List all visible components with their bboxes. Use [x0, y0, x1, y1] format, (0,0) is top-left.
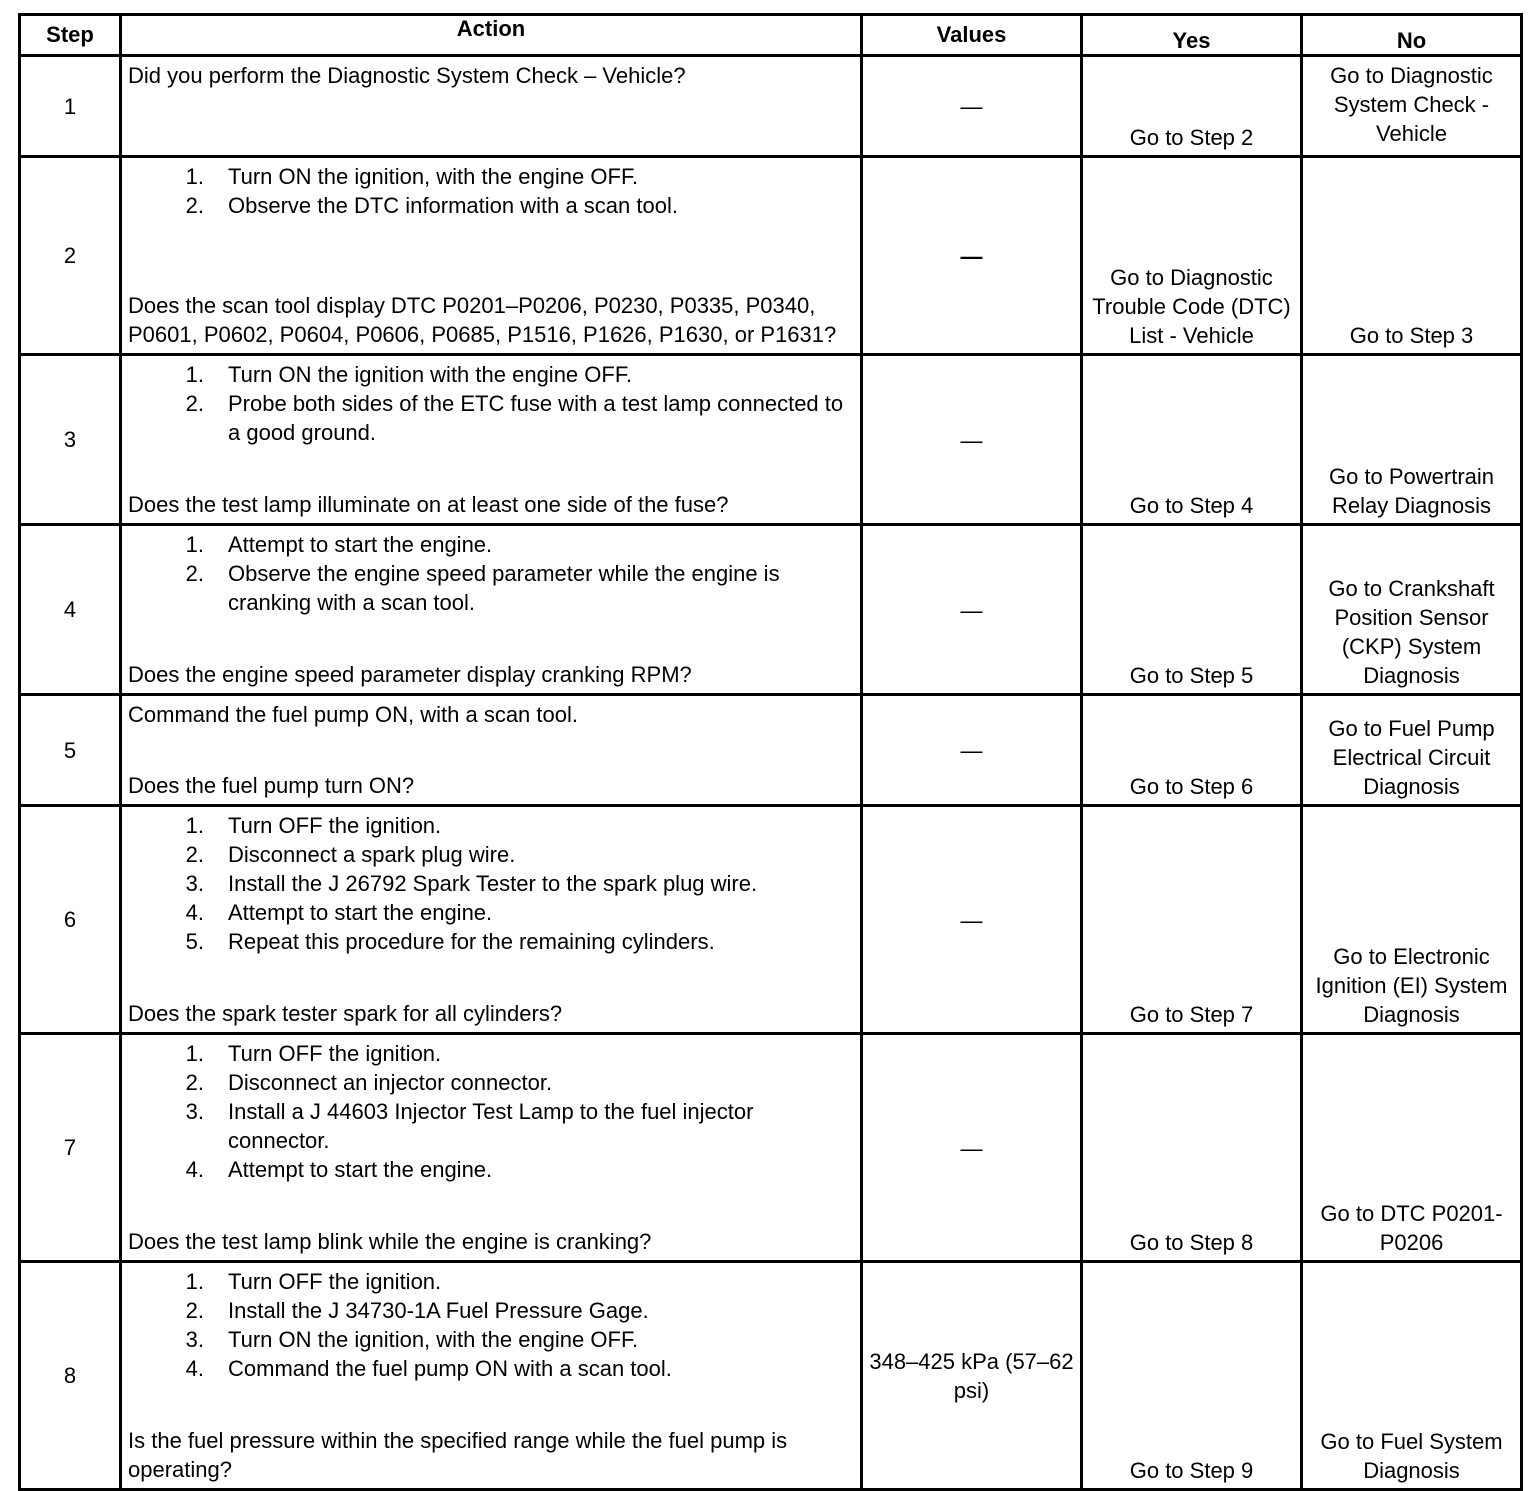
value-text: — — [960, 907, 983, 933]
list-item-number: 2. — [185, 842, 204, 867]
no-cell — [1302, 56, 1522, 157]
list-item — [128, 898, 854, 927]
list-item-number: 4. — [185, 1157, 204, 1182]
list-item-number: 4. — [185, 900, 204, 925]
list-item-text: Install the J 26792 Spark Tester to the spark plug wire. — [228, 871, 758, 896]
action-steps — [128, 1039, 854, 1184]
no-text: Go to DTC P0201-P0206 — [1320, 1201, 1503, 1255]
yes-text: Go to Step 8 — [1129, 1230, 1254, 1255]
header-step: Step — [20, 15, 121, 56]
value-cell — [862, 1034, 1082, 1262]
list-item — [128, 162, 854, 191]
yes-cell — [1082, 1034, 1302, 1262]
value-cell — [862, 695, 1082, 806]
action-question: Is the fuel pressure within the specified range while the fuel pump is operating? — [128, 1428, 788, 1482]
list-item-number: 2. — [185, 1298, 204, 1323]
step-number: 3 — [20, 355, 121, 525]
step-number: 1 — [20, 56, 121, 157]
list-item-text: Turn ON the ignition, with the engine OFF. — [228, 1327, 639, 1352]
table-row — [20, 695, 1522, 806]
list-item — [128, 559, 854, 617]
action-cell — [121, 355, 862, 525]
yes-cell — [1082, 157, 1302, 355]
list-item-number: 1. — [185, 164, 204, 189]
value-cell — [862, 56, 1082, 157]
table-row — [20, 355, 1522, 525]
action-steps — [128, 811, 854, 956]
no-text: Go to Step 3 — [1349, 323, 1474, 348]
action-question: Does the engine speed parameter display cranking RPM? — [128, 662, 692, 687]
list-item-number: 3. — [185, 871, 204, 896]
table-row — [20, 1034, 1522, 1262]
action-cell — [121, 1262, 862, 1490]
list-item-text: Attempt to start the engine. — [228, 532, 493, 557]
list-item-text: Attempt to start the engine. — [228, 1157, 493, 1182]
no-cell — [1302, 157, 1522, 355]
header-values: Values — [862, 15, 1082, 56]
value-text: — — [960, 94, 983, 119]
yes-text: Go to Step 5 — [1129, 663, 1254, 688]
table-row — [20, 157, 1522, 355]
yes-text: Go to Diagnostic Trouble Code (DTC) List - Vehicle — [1092, 265, 1291, 348]
no-text: Go to Powertrain Relay Diagnosis — [1328, 464, 1495, 518]
list-item-text: Turn ON the ignition with the engine OFF. — [228, 362, 632, 387]
list-item-text: Turn OFF the ignition. — [228, 1269, 442, 1294]
header-row — [20, 15, 1522, 56]
list-item-text: Attempt to start the engine. — [228, 900, 493, 925]
no-cell — [1302, 695, 1522, 806]
value-text: 348–425 kPa (57–62 psi) — [869, 1349, 1074, 1403]
diagnostic-table — [18, 13, 1523, 1491]
no-text: Go to Electronic Ignition (EI) System Diagnosis — [1315, 944, 1508, 1027]
list-item — [128, 1068, 854, 1097]
list-item-text: Command the fuel pump ON with a scan tool. — [228, 1356, 672, 1381]
step-number: 4 — [20, 525, 121, 695]
action-cell — [121, 525, 862, 695]
value-cell — [862, 157, 1082, 355]
list-item — [128, 1325, 854, 1354]
list-item — [128, 530, 854, 559]
step-number: 6 — [20, 806, 121, 1034]
yes-cell — [1082, 355, 1302, 525]
no-cell — [1302, 1034, 1522, 1262]
list-item-text: Turn ON the ignition, with the engine OFF. — [228, 164, 639, 189]
list-item — [128, 1267, 854, 1296]
header-yes: Yes — [1082, 15, 1302, 56]
action-steps — [128, 530, 854, 617]
value-cell — [862, 355, 1082, 525]
list-item-text: Install a J 44603 Injector Test Lamp to the fuel injector connector. — [228, 1099, 754, 1153]
no-text: Go to Diagnostic System Check - Vehicle — [1330, 63, 1493, 146]
list-item-number: 1. — [185, 1041, 204, 1066]
no-cell — [1302, 806, 1522, 1034]
list-item-number: 1. — [185, 1269, 204, 1294]
action-intro: Did you perform the Diagnostic System Check – Vehicle? — [128, 63, 686, 88]
list-item-number: 3. — [185, 1099, 204, 1124]
action-steps — [128, 1267, 854, 1383]
value-cell — [862, 1262, 1082, 1490]
list-item — [128, 1039, 854, 1068]
table-row — [20, 56, 1522, 157]
list-item-number: 2. — [185, 193, 204, 218]
table-row — [20, 525, 1522, 695]
action-cell — [121, 695, 862, 806]
value-text: — — [960, 738, 983, 763]
action-intro: Command the fuel pump ON, with a scan tool. — [128, 702, 578, 727]
list-item — [128, 927, 854, 956]
action-question: Does the spark tester spark for all cylinders? — [128, 1001, 563, 1026]
list-item-text: Disconnect an injector connector. — [228, 1070, 553, 1095]
no-text: Go to Fuel Pump Electrical Circuit Diagnosis — [1328, 716, 1495, 799]
list-item-number: 4. — [185, 1356, 204, 1381]
diagnostic-table-sheet — [18, 13, 1523, 1491]
value-text: — — [960, 1135, 983, 1161]
action-question: Does the test lamp illuminate on at least one side of the fuse? — [128, 492, 729, 517]
yes-cell — [1082, 806, 1302, 1034]
no-text: Go to Fuel System Diagnosis — [1320, 1429, 1503, 1483]
value-text: — — [960, 597, 983, 623]
list-item — [128, 1155, 854, 1184]
list-item-text: Observe the DTC information with a scan tool. — [228, 193, 678, 218]
list-item-text: Observe the engine speed parameter while the engine is cranking with a scan tool. — [228, 561, 780, 615]
action-steps — [128, 162, 854, 220]
yes-text: Go to Step 6 — [1129, 774, 1254, 799]
value-cell — [862, 525, 1082, 695]
list-item-number: 1. — [185, 532, 204, 557]
action-question: Does the test lamp blink while the engine is cranking? — [128, 1229, 652, 1254]
header-no: No — [1302, 15, 1522, 56]
list-item — [128, 389, 854, 447]
action-question: Does the fuel pump turn ON? — [128, 773, 415, 798]
list-item-text: Disconnect a spark plug wire. — [228, 842, 516, 867]
list-item — [128, 1097, 854, 1155]
list-item — [128, 840, 854, 869]
list-item-number: 2. — [185, 391, 204, 416]
value-cell — [862, 806, 1082, 1034]
list-item-text: Repeat this procedure for the remaining cylinders. — [228, 929, 715, 954]
action-cell — [121, 806, 862, 1034]
step-number: 8 — [20, 1262, 121, 1490]
list-item-number: 2. — [185, 561, 204, 586]
step-number: 5 — [20, 695, 121, 806]
table-row — [20, 806, 1522, 1034]
yes-text: Go to Step 2 — [1129, 125, 1254, 150]
yes-text: Go to Step 4 — [1129, 493, 1254, 518]
action-steps — [128, 360, 854, 447]
list-item-text: Install the J 34730-1A Fuel Pressure Gage. — [228, 1298, 649, 1323]
value-text: — — [960, 427, 983, 453]
yes-cell — [1082, 525, 1302, 695]
no-text: Go to Crankshaft Position Sensor (CKP) System Diagnosis — [1328, 576, 1495, 688]
yes-cell — [1082, 1262, 1302, 1490]
no-cell — [1302, 525, 1522, 695]
list-item-number: 2. — [185, 1070, 204, 1095]
list-item-number: 1. — [185, 813, 204, 838]
list-item-number: 3. — [185, 1327, 204, 1352]
list-item-text: Probe both sides of the ETC fuse with a test lamp connected to a good ground. — [228, 391, 844, 445]
action-question: Does the scan tool display DTC P0201–P0206, P0230, P0335, P0340, P0601, P0602, P0604, P0606, P0685, P1516, P1626, P1630, or P1631? — [128, 293, 837, 347]
table-row — [20, 1262, 1522, 1490]
list-item — [128, 1296, 854, 1325]
list-item-number: 5. — [185, 929, 204, 954]
list-item-text: Turn OFF the ignition. — [228, 1041, 442, 1066]
list-item — [128, 811, 854, 840]
list-item — [128, 360, 854, 389]
list-item — [128, 1354, 854, 1383]
action-cell — [121, 1034, 862, 1262]
yes-text: Go to Step 7 — [1129, 1002, 1254, 1027]
action-cell — [121, 157, 862, 355]
step-number: 2 — [20, 157, 121, 355]
no-cell — [1302, 1262, 1522, 1490]
list-item-text: Turn OFF the ignition. — [228, 813, 442, 838]
list-item — [128, 869, 854, 898]
action-cell — [121, 56, 862, 157]
no-cell — [1302, 355, 1522, 525]
list-item-number: 1. — [185, 362, 204, 387]
yes-text: Go to Step 9 — [1129, 1458, 1254, 1483]
list-item — [128, 191, 854, 220]
yes-cell — [1082, 56, 1302, 157]
header-action: Action — [121, 15, 862, 56]
step-number: 7 — [20, 1034, 121, 1262]
value-text: — — [960, 243, 983, 269]
yes-cell — [1082, 695, 1302, 806]
